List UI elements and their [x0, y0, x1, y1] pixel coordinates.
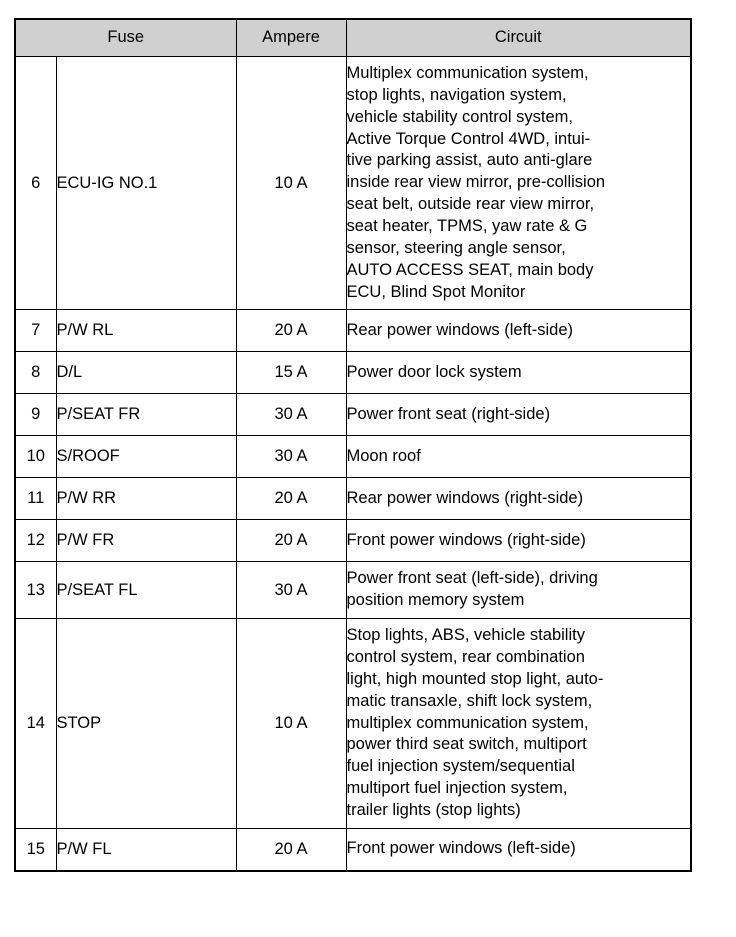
circuit-line: ECU, Blind Spot Monitor	[346, 282, 526, 301]
table-row	[15, 436, 691, 478]
fuse-number-cell: 15	[15, 828, 56, 871]
table-body	[15, 57, 691, 871]
circuit-cell	[346, 310, 691, 352]
fuse-number-cell: 8	[15, 352, 56, 394]
circuit-line: trailer lights (stop lights)	[346, 801, 521, 820]
circuit-line: Power front seat (right-side)	[346, 405, 551, 424]
ampere-cell: 10 A	[236, 57, 346, 310]
fuse-number-cell: 11	[15, 478, 56, 520]
circuit-line: fuel injection system/sequential	[346, 757, 575, 776]
circuit-cell	[346, 478, 691, 520]
circuit-line: sensor, steering angle sensor,	[346, 238, 566, 257]
circuit-line: Power front seat (left-side), driving	[346, 569, 598, 588]
fuse-number-cell: 12	[15, 520, 56, 562]
fuse-name-cell: P/W FL	[56, 828, 236, 871]
table-header	[15, 19, 691, 57]
fuse-number-cell: 13	[15, 562, 56, 619]
circuit-cell	[346, 436, 691, 478]
circuit-cell	[346, 619, 691, 829]
table-row	[15, 310, 691, 352]
fuse-number-cell: 9	[15, 394, 56, 436]
circuit-line: seat heater, TPMS, yaw rate & G	[346, 217, 588, 236]
ampere-cell: 30 A	[236, 436, 346, 478]
fuse-name-cell: ECU-IG NO.1	[56, 57, 236, 310]
fuse-name-cell: P/W FR	[56, 520, 236, 562]
circuit-line: inside rear view mirror, pre-collision	[346, 173, 606, 192]
ampere-cell: 20 A	[236, 310, 346, 352]
ampere-cell: 30 A	[236, 562, 346, 619]
circuit-cell	[346, 562, 691, 619]
fuse-name-cell: P/SEAT FR	[56, 394, 236, 436]
fuse-name-cell: S/ROOF	[56, 436, 236, 478]
circuit-line: vehicle stability control system,	[346, 107, 573, 126]
circuit-line: position memory system	[346, 591, 525, 610]
circuit-cell	[346, 352, 691, 394]
ampere-cell: 20 A	[236, 520, 346, 562]
circuit-line: multiport fuel injection system,	[346, 779, 568, 798]
table-row	[15, 57, 691, 310]
circuit-cell	[346, 394, 691, 436]
ampere-cell: 30 A	[236, 394, 346, 436]
circuit-line: Power door lock system	[346, 363, 522, 382]
ampere-cell: 15 A	[236, 352, 346, 394]
circuit-line: stop lights, navigation system,	[346, 85, 567, 104]
table-row	[15, 394, 691, 436]
circuit-line: Front power windows (right-side)	[346, 531, 586, 550]
table-row	[15, 562, 691, 619]
circuit-line: matic transaxle, shift lock system,	[346, 691, 593, 710]
column-header-circuit: Circuit	[346, 19, 691, 57]
circuit-line: power third seat switch, multiport	[346, 735, 587, 754]
circuit-line: Moon roof	[346, 447, 421, 466]
table-row	[15, 352, 691, 394]
circuit-line: tive parking assist, auto anti-glare	[346, 151, 593, 170]
fuse-name-cell: D/L	[56, 352, 236, 394]
circuit-line: Rear power windows (left-side)	[346, 321, 573, 340]
fuse-name-cell: P/W RR	[56, 478, 236, 520]
table-row	[15, 828, 691, 871]
fuse-number-cell: 7	[15, 310, 56, 352]
circuit-line: Multiplex communication system,	[346, 64, 589, 82]
circuit-line: Stop lights, ABS, vehicle stability	[346, 626, 585, 645]
ampere-cell: 20 A	[236, 478, 346, 520]
circuit-cell	[346, 520, 691, 562]
fuse-number-cell: 10	[15, 436, 56, 478]
circuit-line: Active Torque Control 4WD, intui-	[346, 129, 591, 148]
fuse-table	[14, 18, 692, 872]
ampere-cell: 10 A	[236, 619, 346, 829]
circuit-line: control system, rear combination	[346, 648, 585, 667]
circuit-line: light, high mounted stop light, auto-	[346, 669, 604, 688]
column-header-fuse: Fuse	[15, 19, 236, 57]
header-row	[15, 19, 691, 57]
circuit-line: AUTO ACCESS SEAT, main body	[346, 260, 594, 279]
table-row	[15, 520, 691, 562]
fuse-number-cell: 14	[15, 619, 56, 829]
column-header-ampere: Ampere	[236, 19, 346, 57]
fuse-name-cell: P/W RL	[56, 310, 236, 352]
fuse-number-cell: 6	[15, 57, 56, 310]
table-row	[15, 478, 691, 520]
circuit-line: multiplex communication system,	[346, 713, 589, 732]
circuit-line: Rear power windows (right-side)	[346, 489, 584, 508]
circuit-line: seat belt, outside rear view mirror,	[346, 195, 595, 214]
table-row	[15, 619, 691, 829]
fuse-name-cell: STOP	[56, 619, 236, 829]
ampere-cell: 20 A	[236, 828, 346, 871]
circuit-line: Front power windows (left-side)	[346, 839, 576, 858]
fuse-name-cell: P/SEAT FL	[56, 562, 236, 619]
circuit-cell	[346, 57, 691, 310]
circuit-cell	[346, 828, 691, 871]
